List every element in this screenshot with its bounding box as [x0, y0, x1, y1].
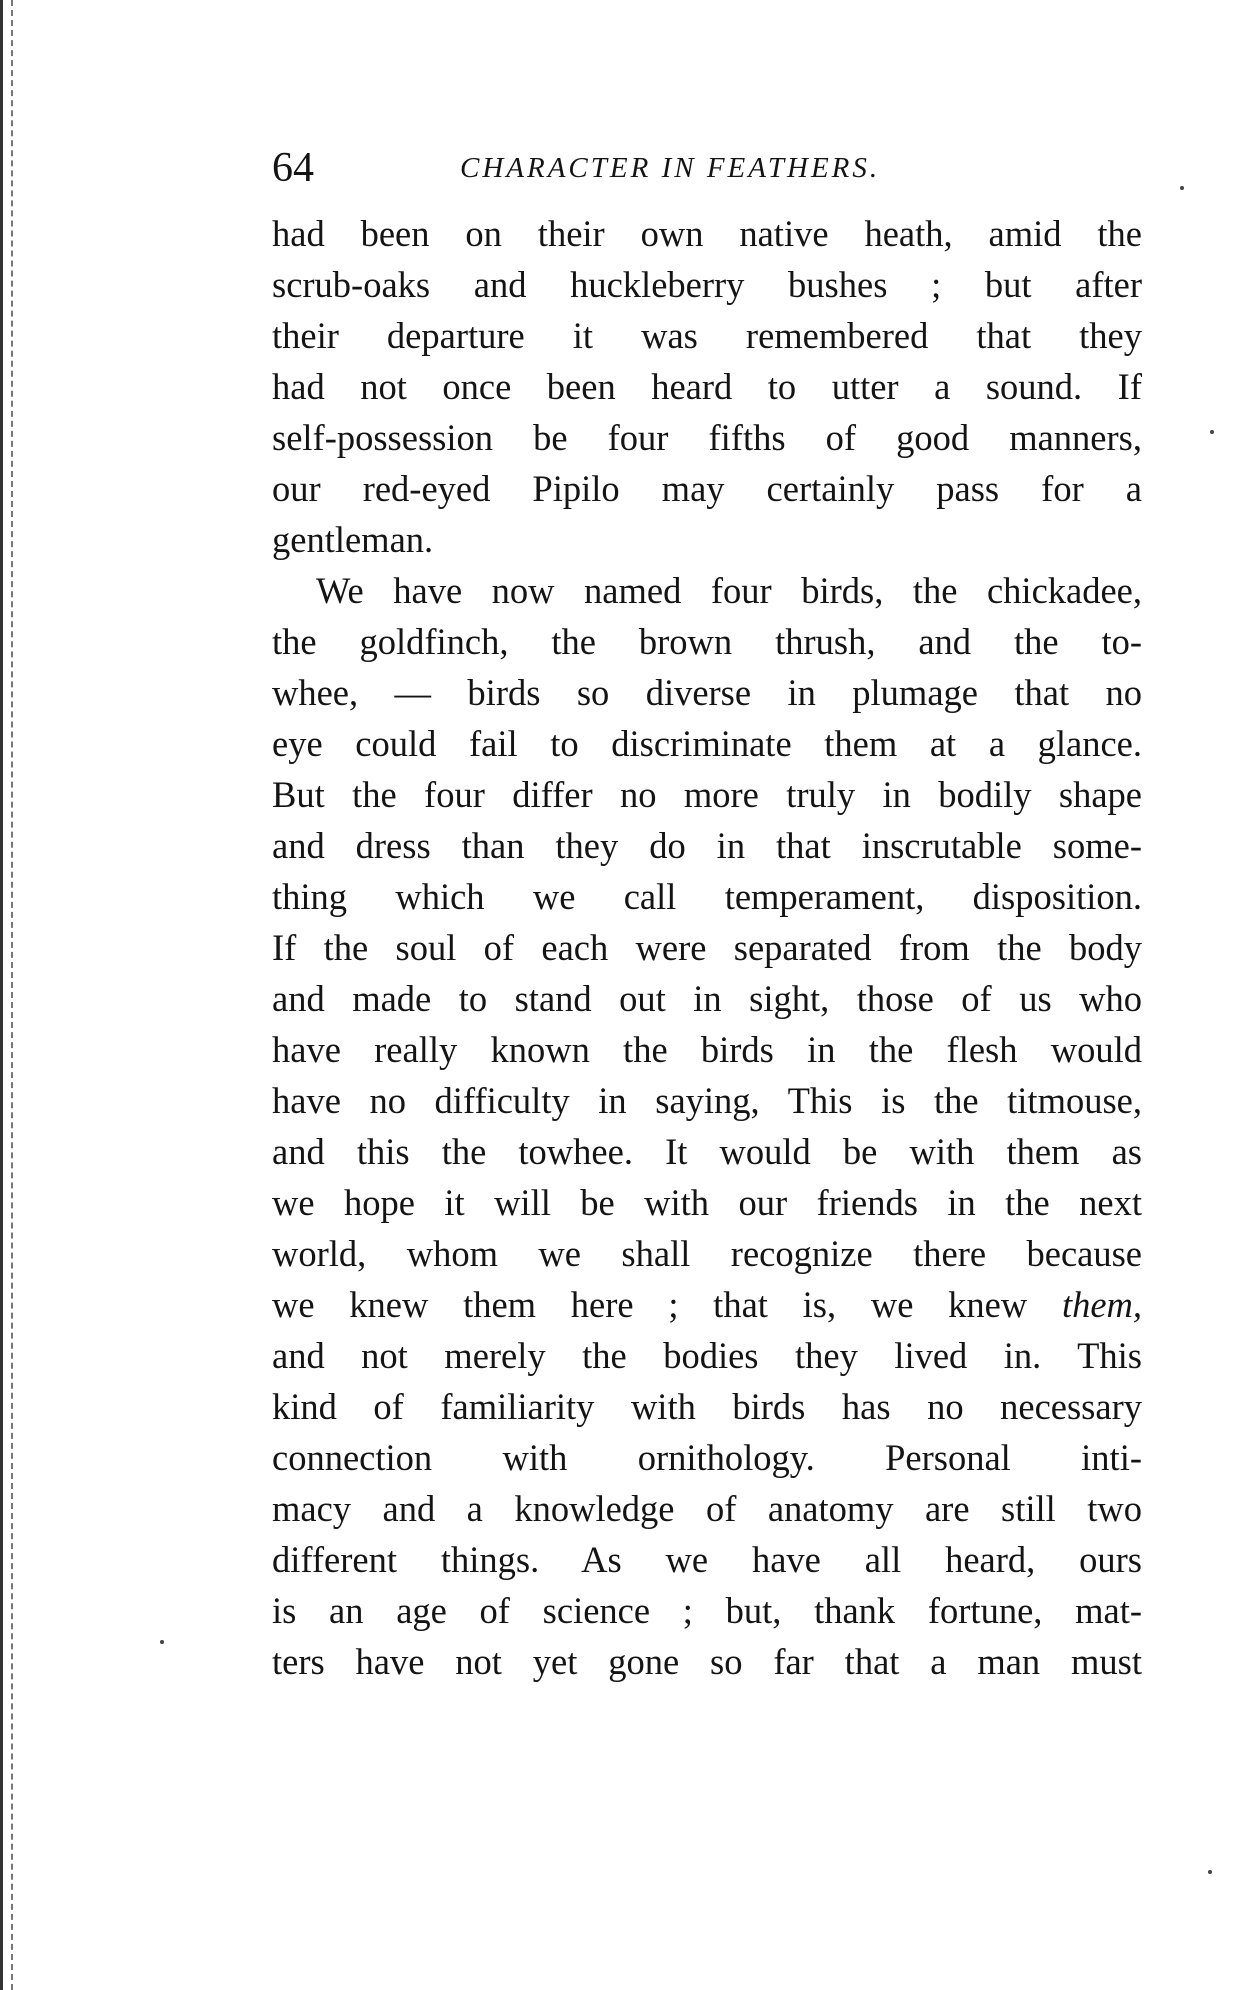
text-line: their departure it was remembered that they [272, 315, 1142, 356]
text-line: connection with ornithology. Personal inti- [272, 1437, 1142, 1478]
text-line: our red-eyed Pipilo may certainly pass for a [272, 468, 1142, 509]
text-line: we hope it will be with our friends in the next [272, 1182, 1142, 1223]
text-line: But the four differ no more truly in bodily shape [272, 774, 1142, 815]
page-header [272, 138, 1142, 198]
text-line: and not merely the bodies they lived in. This [272, 1335, 1142, 1376]
text-line: eye could fail to discriminate them at a glance. [272, 723, 1142, 764]
page-binding-edge [0, 0, 30, 1990]
text-line: kind of familiarity with birds has no necessary [272, 1386, 1142, 1427]
page-number: 64 [272, 145, 314, 191]
print-speck [1180, 186, 1184, 190]
text-line: gentleman. [272, 519, 434, 560]
text-line: We have now named four birds, the chickadee, [316, 570, 1142, 611]
text-line: and made to stand out in sight, those of us who [272, 978, 1142, 1019]
text-line: had not once been heard to utter a sound. If [272, 366, 1142, 407]
text-line: had been on their own native heath, amid the [272, 213, 1142, 254]
text-line: scrub-oaks and huckleberry bushes ; but after [272, 264, 1142, 305]
text-line: whee, — birds so diverse in plumage that no [272, 672, 1142, 713]
body-text [272, 208, 1142, 1687]
text-line: have no difficulty in saying, This is the titmouse, [272, 1080, 1142, 1121]
text-segment: we knew them here ; that is, we knew [272, 1284, 1028, 1325]
text-line: thing which we call temperament, disposition. [272, 876, 1142, 917]
text-line: different things. As we have all heard, ours [272, 1539, 1142, 1580]
text-line: ters have not yet gone so far that a man must [272, 1641, 1142, 1682]
print-speck [1210, 430, 1214, 434]
text-line: self-possession be four fifths of good manners, [272, 417, 1142, 458]
text-line: macy and a knowledge of anatomy are still two [272, 1488, 1142, 1529]
text-line: have really known the birds in the flesh would [272, 1029, 1142, 1070]
text-line: If the soul of each were separated from the body [272, 927, 1142, 968]
text-line: is an age of science ; but, thank fortune, mat- [272, 1590, 1142, 1631]
text-line: and dress than they do in that inscrutable some- [272, 825, 1142, 866]
text-line: and this the towhee. It would be with them as [272, 1131, 1142, 1172]
running-head: CHARACTER IN FEATHERS. [460, 152, 881, 184]
text-line: the goldfinch, the brown thrush, and the to- [272, 621, 1142, 662]
italic-emphasis: them, [1061, 1284, 1143, 1325]
text-line: world, whom we shall recognize there because [272, 1233, 1142, 1274]
text-line [272, 1279, 1142, 1330]
print-speck [1208, 1870, 1212, 1874]
print-speck [160, 1640, 164, 1644]
